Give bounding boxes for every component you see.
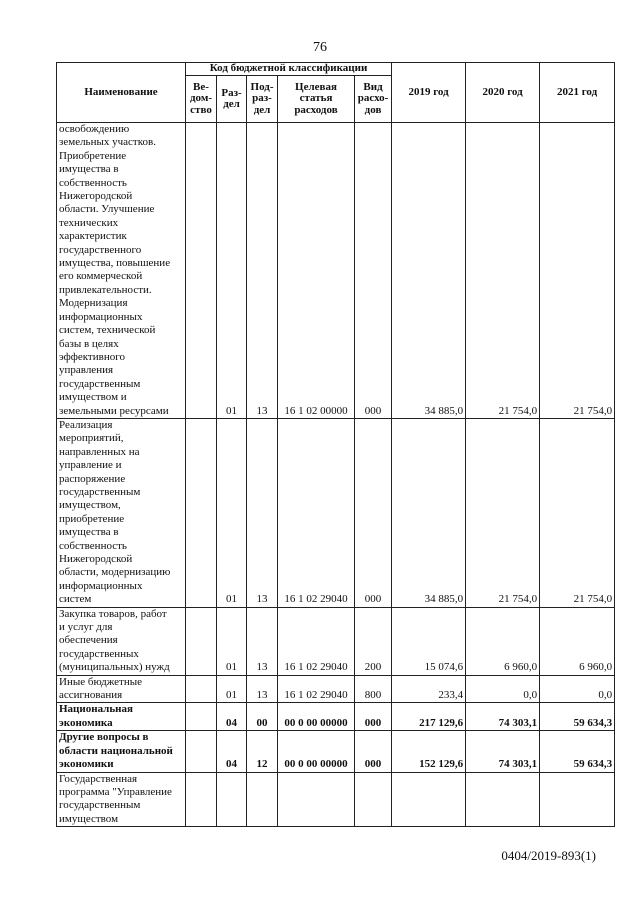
row-2020	[466, 772, 540, 827]
budget-table	[56, 62, 615, 827]
row-celevaya: 16 1 02 29040	[278, 607, 355, 675]
row-celevaya: 00 0 00 00000	[278, 731, 355, 772]
table-row	[57, 703, 615, 731]
row-celevaya: 00 0 00 00000	[278, 703, 355, 731]
row-2021	[540, 772, 615, 827]
header-podrazdel: Под- раз- дел	[247, 76, 278, 123]
row-2020: 74 303,1	[466, 703, 540, 731]
row-2021: 59 634,3	[540, 731, 615, 772]
row-razdel: 01	[217, 607, 247, 675]
row-vedomstvo	[186, 731, 217, 772]
header-2020: 2020 год	[466, 63, 540, 123]
header-razdel: Раз- дел	[217, 76, 247, 123]
row-vid: 000	[355, 418, 392, 607]
row-name: Национальная экономика	[57, 703, 186, 731]
row-podrazdel	[247, 772, 278, 827]
table-row	[57, 731, 615, 772]
row-celevaya: 16 1 02 00000	[278, 123, 355, 419]
row-podrazdel: 13	[247, 123, 278, 419]
row-2020: 6 960,0	[466, 607, 540, 675]
row-name: Другие вопросы в области национальной экономики	[57, 731, 186, 772]
row-podrazdel: 00	[247, 703, 278, 731]
row-vedomstvo	[186, 123, 217, 419]
table-row	[57, 418, 615, 607]
row-2021: 6 960,0	[540, 607, 615, 675]
header-vid: Вид расхо- дов	[355, 76, 392, 123]
row-vid: 800	[355, 675, 392, 703]
row-razdel: 01	[217, 123, 247, 419]
row-2019: 15 074,6	[392, 607, 466, 675]
row-razdel: 01	[217, 418, 247, 607]
row-2019	[392, 772, 466, 827]
table-row	[57, 772, 615, 827]
row-razdel: 04	[217, 703, 247, 731]
row-podrazdel: 13	[247, 675, 278, 703]
row-celevaya: 16 1 02 29040	[278, 675, 355, 703]
table-row	[57, 675, 615, 703]
row-name: освобождению земельных участков. Приобретение имущества в собственность Нижегородской области. Улучшение технических характеристик государственного имущества, повышение его коммерческой привлекательности. Модернизация информационных систем, технической базы в целях эффективного управления государственным имуществом и земельными ресурсами	[57, 123, 186, 419]
row-2019: 233,4	[392, 675, 466, 703]
row-2020: 0,0	[466, 675, 540, 703]
row-2019: 34 885,0	[392, 123, 466, 419]
header-vedomstvo: Ве- дом- ство	[186, 76, 217, 123]
header-2021: 2021 год	[540, 63, 615, 123]
row-podrazdel: 13	[247, 607, 278, 675]
row-2021: 21 754,0	[540, 123, 615, 419]
row-2021: 0,0	[540, 675, 615, 703]
row-name: Государственная программа "Управление государственным имуществом	[57, 772, 186, 827]
row-name: Реализация мероприятий, направленных на управление и распоряжение государственным имуществом, приобретение имущества в собственность Нижегородской области, модернизацию информационных систем	[57, 418, 186, 607]
row-2019: 217 129,6	[392, 703, 466, 731]
row-vedomstvo	[186, 703, 217, 731]
row-podrazdel: 13	[247, 418, 278, 607]
row-2021: 21 754,0	[540, 418, 615, 607]
row-2021: 59 634,3	[540, 703, 615, 731]
page-number: 76	[313, 40, 327, 55]
row-vid: 200	[355, 607, 392, 675]
row-vid: 000	[355, 703, 392, 731]
header-2019: 2019 год	[392, 63, 466, 123]
row-celevaya: 16 1 02 29040	[278, 418, 355, 607]
row-razdel: 04	[217, 731, 247, 772]
header-kbk-group: Код бюджетной классификации	[186, 63, 392, 76]
row-razdel: 01	[217, 675, 247, 703]
table-row	[57, 607, 615, 675]
header-celevaya: Целевая статья расходов	[278, 76, 355, 123]
row-vedomstvo	[186, 772, 217, 827]
row-2020: 21 754,0	[466, 123, 540, 419]
row-2019: 34 885,0	[392, 418, 466, 607]
row-vid	[355, 772, 392, 827]
row-2019: 152 129,6	[392, 731, 466, 772]
row-2020: 74 303,1	[466, 731, 540, 772]
row-vedomstvo	[186, 418, 217, 607]
row-vid: 000	[355, 123, 392, 419]
row-name: Закупка товаров, работ и услуг для обеспечения государственных (муниципальных) нужд	[57, 607, 186, 675]
row-vid: 000	[355, 731, 392, 772]
row-celevaya	[278, 772, 355, 827]
row-2020: 21 754,0	[466, 418, 540, 607]
header-name: Наименование	[57, 63, 186, 123]
footer-document-code: 0404/2019-893(1)	[501, 848, 596, 863]
row-name: Иные бюджетные ассигнования	[57, 675, 186, 703]
row-podrazdel: 12	[247, 731, 278, 772]
table-row	[57, 123, 615, 419]
row-vedomstvo	[186, 607, 217, 675]
row-razdel	[217, 772, 247, 827]
row-vedomstvo	[186, 675, 217, 703]
